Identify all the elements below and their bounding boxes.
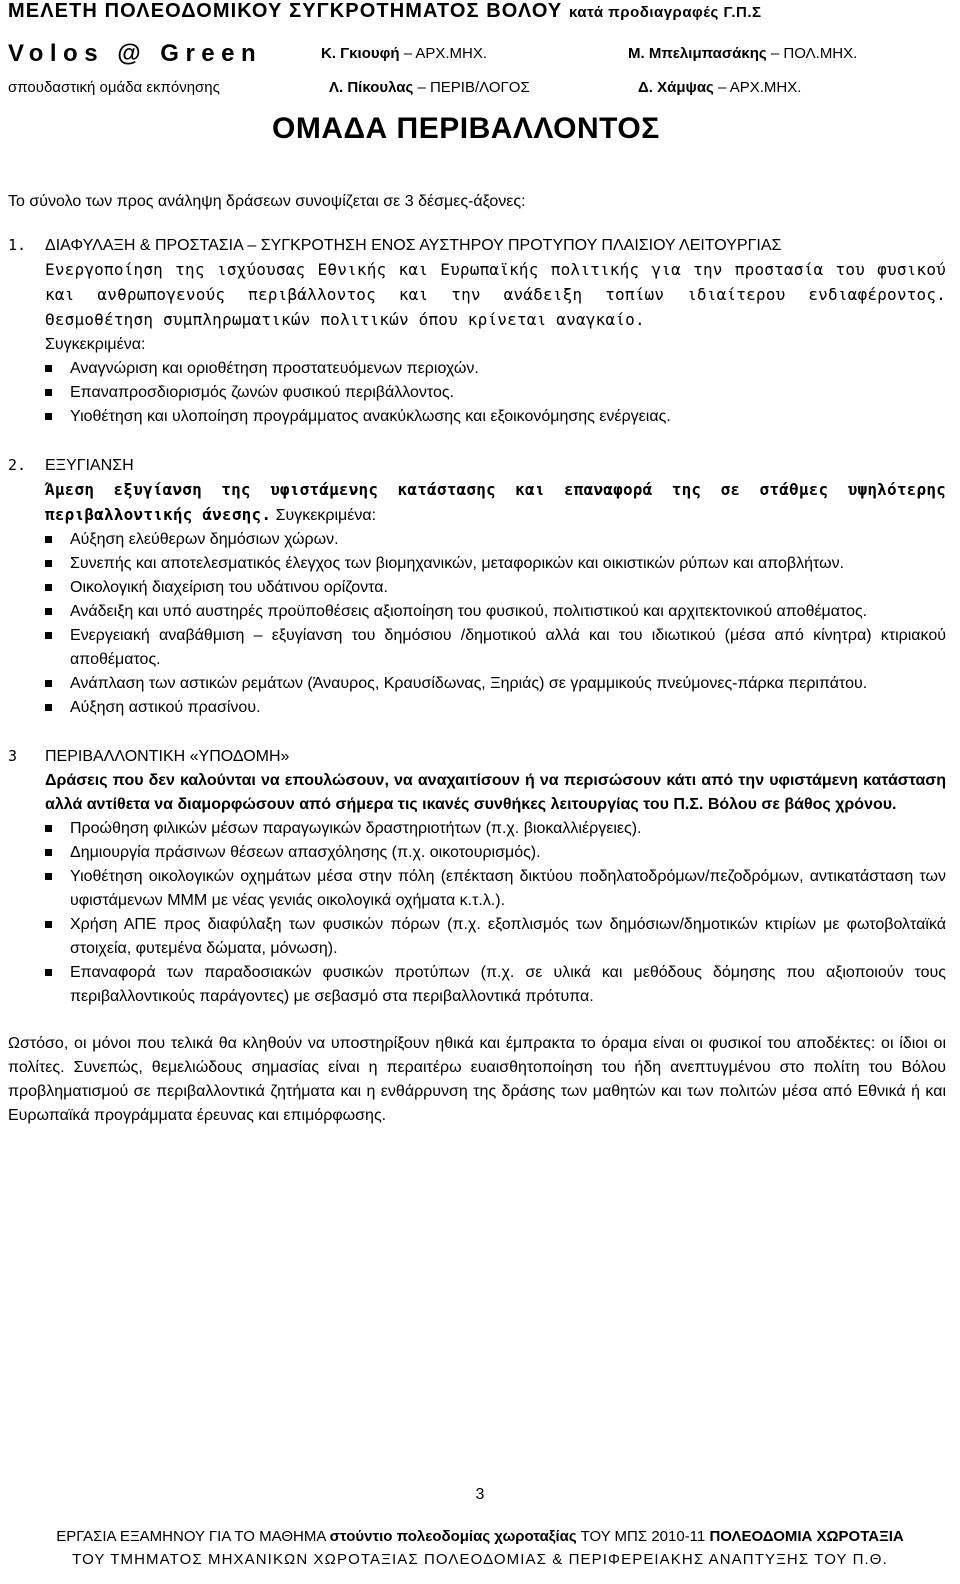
list-item: Αύξηση αστικού πρασίνου.: [45, 696, 946, 720]
intro-paragraph: Το σύνολο των προς ανάληψη δράσεων συνοψίζεται σε 3 δέσμες-άξονες:: [8, 193, 526, 210]
section-2-number: 2.: [8, 456, 27, 474]
list-item: Οικολογική διαχείριση του υδάτινου ορίζοντα.: [45, 576, 946, 600]
footer-line-2: ΤΟΥ ΤΜΗΜΑΤΟΣ ΜΗΧΑΝΙΚΩΝ ΧΩΡΟΤΑΞΙΑΣ ΠΟΛΕΟΔΟΜΙΑΣ & ΠΕΡΙΦΕΡΕΙΑΚΗΣ ΑΝΑΠΤΥΞΗΣ ΤΟΥ Π.Θ.: [72, 1551, 888, 1568]
section-1-body: Ενεργοποίηση της ισχύουσας Εθνικής και Ευρωπαϊκής πολιτικής για την προστασία του φυσικού και ανθρωπογενούς περιβάλλοντος και την ανάδειξη τοπίων ιδιαίτερου ενδιαφέροντος. Θεσμοθέτηση συμπληρωματικών πολιτικών όπου κρίνεται αναγκαίο. Συγκεκριμένα:: [45, 260, 946, 353]
section-1-list: [45, 357, 946, 429]
section-3: [8, 744, 946, 1009]
list-item: Ανάπλαση των αστικών ρεμάτων (Άναυρος, Κραυσίδωνας, Ξηριάς) σε γραμμικούς πνεύμονες-πάρκα περιπάτου.: [45, 672, 946, 696]
study-title-suffix: κατά προδιαγραφές Γ.Π.Σ: [569, 4, 762, 21]
section-3-body: Δράσεις που δεν καλούνται να επουλώσουν, να αναχαιτίσουν ή να περισώσουν κάτι από την υφιστάμενη κατάσταση αλλά αντίθετα να διαμορφώσουν από σήμερα τις ικανές συνθήκες λειτουργίας του Π.Σ. Βόλου σε βάθος χρόνου.: [45, 772, 946, 813]
section-3-title: ΠΕΡΙΒΑΛΛΟΝΤΙΚΗ «ΥΠΟΔΟΜΗ»: [45, 748, 290, 765]
section-2-body: Άμεση εξυγίανση της υφιστάμενης κατάστασης και επαναφορά της σε στάθμες υψηλότερης περιβαλλοντικής άνεσης. Συγκεκριμένα:: [45, 480, 946, 524]
section-1-heading: [8, 233, 946, 258]
list-item: Υιοθέτηση και υλοποίηση προγράμματος ανακύκλωσης και εξοικονόμησης ενέργειας.: [45, 405, 946, 429]
section-2-title: ΕΞΥΓΙΑΝΣΗ: [45, 457, 134, 474]
list-item: Ενεργειακή αναβάθμιση – εξυγίανση του δημόσιου /δημοτικού αλλά και του ιδιωτικού (μέσα από κίνητρα) κτιριακού αποθέματος.: [45, 624, 946, 672]
list-item: Δημιουργία πράσινων θέσεων απασχόλησης (π.χ. οικοτουρισμός).: [45, 841, 946, 865]
list-item: Αναγνώριση και οριοθέτηση προστατευόμενων περιοχών.: [45, 357, 946, 381]
section-3-heading: [8, 744, 946, 769]
study-title: [8, 0, 762, 23]
team-label: σπουδαστική ομάδα εκπόνησης: [8, 79, 220, 96]
list-item: Προώθηση φιλικών μέσων παραγωγικών δραστηριοτήτων (π.χ. βιοκαλλιέργειες).: [45, 817, 946, 841]
footer-line-1: ΕΡΓΑΣΙΑ ΕΞΑΜΗΝΟΥ ΓΙΑ ΤΟ ΜΑΘΗΜΑ στούντιο πολεοδομίας χωροταξίας ΤΟΥ ΜΠΣ 2010-11 ΠΟΛΕΟΔΟΜΙΑ ΧΩΡΟΤΑΞΙΑ: [56, 1528, 904, 1545]
section-2-heading: [8, 453, 946, 478]
list-item: Επαναπροσδιορισμός ζωνών φυσικού περιβάλλοντος.: [45, 381, 946, 405]
author-4: Δ. Χάμψας – ΑΡΧ.ΜΗΧ.: [638, 79, 802, 96]
list-item: Συνεπής και αποτελεσματικός έλεγχος των βιομηχανικών, μεταφορικών και οικιστικών ρύπων και αποβλήτων.: [45, 552, 946, 576]
section-1: [8, 233, 946, 429]
list-item: Υιοθέτηση οικολογικών οχημάτων μέσα στην πόλη (επέκταση δικτύου ποδηλατοδρόμων/πεζοδρόμων, αντικατάσταση των υφιστάμενων ΜΜΜ με νέας γενιάς οικολογικά οχήματα κ.τ.λ.).: [45, 865, 946, 913]
list-item: Αύξηση ελεύθερων δημόσιων χώρων.: [45, 528, 946, 552]
section-1-number: 1.: [8, 236, 27, 254]
author-2: Μ. Μπελιμπασάκης – ΠΟΛ.ΜΗΧ.: [628, 45, 858, 62]
section-2-list: [45, 528, 946, 720]
brand-name: Volos @ Green: [8, 40, 263, 67]
closing-paragraph: Ωστόσο, οι μόνοι που τελικά θα κληθούν να υποστηρίξουν ηθικά και έμπρακτα το όραμα είναι οι φυσικοί του αποδέκτες: οι ίδιοι οι πολίτες. Συνεπώς, θεμελιώδους σημασίας είναι η περαιτέρω ευαισθητοποίηση του ήδη ανεπτυγμένου στο πολίτη του Βόλου προβληματισμού σε περιβαλλοντικά ζητήματα και η ενθάρρυνση της δράσης των μαθητών και των πολιτών μέσα από Εθνικά ή και Ευρωπαϊκά προγράμματα έρευνας και επιμόρφωσης.: [8, 1035, 946, 1124]
author-1: Κ. Γκιουφή – ΑΡΧ.ΜΗΧ.: [321, 45, 488, 62]
list-item: Χρήση ΑΠΕ προς διαφύλαξη των φυσικών πόρων (π.χ. εξοπλισμός των δημόσιων/δημοτικών κτιρίων με φωτοβολταϊκά στοιχεία, φυτεμένα δώματα, μόνωση).: [45, 913, 946, 961]
document-footer: [0, 1525, 960, 1571]
section-1-title: ΔΙΑΦΥΛΑΞΗ & ΠΡΟΣΤΑΣΙΑ – ΣΥΓΚΡΟΤΗΣΗ ΕΝΟΣ ΑΥΣΤΗΡΟΥ ΠΡΟΤΥΠΟΥ ΠΛΑΙΣΙΟΥ ΛΕΙΤΟΥΡΓΙΑΣ: [45, 237, 782, 254]
section-2: [8, 453, 946, 720]
document-body: [8, 190, 946, 1128]
page-number: 3: [475, 1486, 485, 1503]
list-item: Επαναφορά των παραδοσιακών φυσικών προτύπων (π.χ. σε υλικά και μεθόδους δόμησης που αξιοποιούν τους περιβαλλοντικούς παράγοντες) με σεβασμό στα περιβαλλοντικά πρότυπα.: [45, 961, 946, 1009]
section-3-list: [45, 817, 946, 1009]
group-title: ΟΜΑΔΑ ΠΕΡΙΒΑΛΛΟΝΤΟΣ: [272, 112, 660, 145]
list-item: Ανάδειξη και υπό αυστηρές προϋποθέσεις αξιοποίηση του φυσικού, πολιτιστικού και αρχιτεκτονικού αποθέματος.: [45, 600, 946, 624]
document-header: [0, 0, 960, 150]
section-3-number: 3: [8, 747, 18, 765]
author-3: Λ. Πίκουλας – ΠΕΡΙΒ/ΛΟΓΟΣ: [329, 79, 530, 96]
study-title-main: ΜΕΛΕΤΗ ΠΟΛΕΟΔΟΜΙΚΟΥ ΣΥΓΚΡΟΤΗΜΑΤΟΣ ΒΟΛΟΥ: [8, 0, 563, 22]
